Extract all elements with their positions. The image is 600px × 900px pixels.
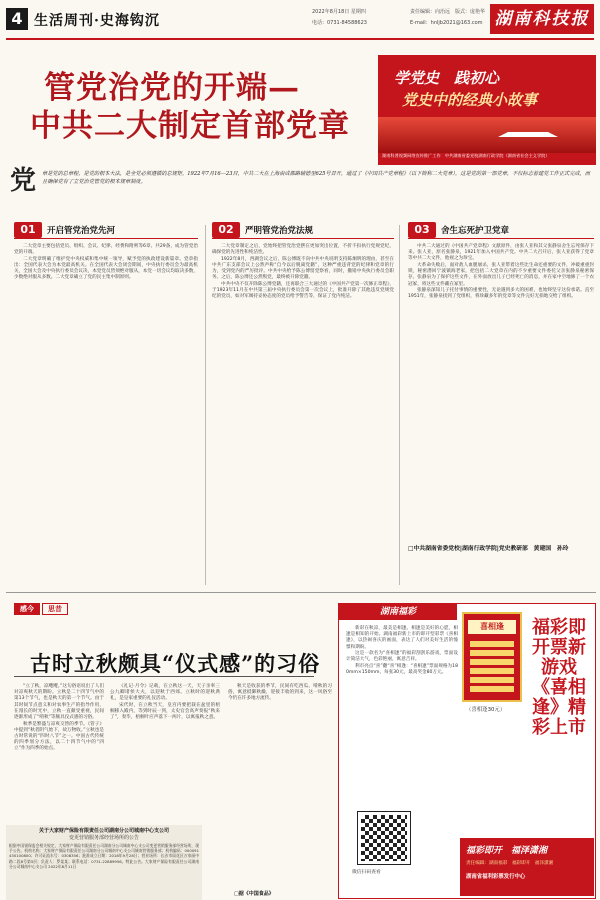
column-divider (205, 225, 206, 585)
insurance-notice (6, 825, 202, 900)
footer-sub: 责任编辑：湖南福彩 福彩即开 福泽潇湘 (466, 861, 554, 866)
section-number: 01 (14, 222, 42, 238)
paragraph: “立了秋，凉飕飕。”这句俗语说出了人们对凉爽秋天的期盼。立秋是二十四节气中的第13个节气，也是秋天的第一个节气。由于其时间节点意义和对农事生产的指导作用，在漫长的时光中，立秋一直颇受重视，民间逐渐形成了“啃秋”等颇具仪式感的习俗。 (14, 684, 104, 721)
banner-caption: 湖南科普视频网络宣传推广工作 中共湖南省委党校湖南行政学院（湖南省社会主义学院） (382, 153, 550, 158)
paragraph: 二大党章制定之后，党始终把管党治党摆在更加突出位置，不折不扣执行党规党纪，确保党的先进性和纯洁性。 (212, 244, 394, 256)
tag-part-1: 感今 (14, 603, 40, 615)
section-body-1 (14, 244, 198, 282)
section-title: 严明管党治党法规 (245, 226, 314, 236)
banner-line-2: 党史中的经典小故事 (402, 91, 538, 109)
section-separator (6, 592, 596, 593)
issue-date: 2022年8月18日 星期四 (312, 9, 366, 15)
paragraph: 新彩在秋凉，最美是相逢。相逢是美好的心愿，相逢是相知的开始。湖南福彩新上市的即开型彩票《喜相逢》，以热闹喜庆的画面，表达了人们对美好生活的憧憬和期盼。 (346, 626, 458, 650)
section-number: 02 (212, 222, 240, 238)
intro-dropcap: 党 (10, 166, 37, 196)
notice-text: 根据中国银保监会相关规定，大家财产保险有限责任公司湖南分公司城南中心支公司变更营销服务部经营场所，现予公告。机构名称：大家财产保险有限责任公司湖南分公司城南中心支公司城南营销服务部；机构编码：000091430100800；许可证流水号：0308356；批准成立日期：2018年9月28日；营业场所：长沙市雨花区万家丽中路二段8号第5层；负责人：罗某某；联系电话：0731-22889956。特此公告。大家财产保险有限责任公司湖南分公司城南中心支公司 2022年8月11日 (9, 843, 199, 869)
intro-paragraph: 章是党的总章程，是党的根本大法，是全党必须遵循的总规矩。1922年7月16—23日，中共二大在上海南成都路辅德里625号召开，通过了《中国共产党章程》（以下简称二大党章），这是党的第一部党章，不仅标志着建党工作正式完成，而且确保党有了立党治党管党的根本规章制度。 (42, 171, 590, 185)
paragraph: 利市亮点“喜”翻“喜”相逢：“喜相逢”票面规格为180mm×150mm，每张30元，最高奖金80万元。 (346, 664, 458, 676)
masthead-logo: 湖南科技报 (490, 4, 594, 34)
lower-col-1 (14, 684, 104, 753)
phone: 电话：0731-84588623 (312, 20, 367, 26)
editor: 责任编辑：向治远 版式：庞艳华 (410, 9, 486, 15)
paragraph: 《礼记·月令》记载，在立秋这一天，天子亲率三公九卿诸侯大夫，以迎秋于西郊。立秋时的迎秋典礼，是皇家重要的礼仪活动。 (110, 684, 220, 702)
lower-col-3 (228, 684, 332, 703)
section-title: 舍生忘死护卫党章 (441, 226, 510, 236)
scratch-card-image (462, 612, 522, 702)
paragraph: 大革命失败后，面对敌人血腥屠杀，张人亚带着这些比生命还重要的文件，冲破重重封锁，秘密潜回宁波镇海老家，把包括二大党章在内的不少重要文件委托父亲张静泉秘密保存。张静泉为了保护这些文件，在外面放出儿子已经死亡的消息，并在家中空地修了一个衣冠冢，将这些文件藏在冢里。 (408, 263, 594, 287)
qr-code-icon[interactable] (358, 812, 410, 864)
article-title: 古时立秋颇具“仪式感”的习俗 (30, 651, 321, 676)
section-rule (212, 238, 394, 239)
banner-line-1: 学党史 践初心 (394, 69, 500, 87)
card-pattern (470, 640, 514, 692)
paragraph: 二大党章主要包括党员、组织、会议、纪律、经费和附则等6章、共29条，成为管党治党的开端。 (14, 244, 198, 256)
paragraph: 宋代时，在立秋当天，皇宫内要把栽在盆里的梧桐移入殿内，等到时辰一到，太史官会高声奏报“秋来了”，奏毕，梧桐叶应声落下一两片，以寓报秋之意。 (110, 703, 220, 721)
notice-heading: 关于大家财产保险有限责任公司湖南分公司城南中心支公司 (38, 828, 169, 834)
email: E-mail：hnljb2021@163.com (410, 20, 483, 26)
lottery-vertical-title: 福彩即开票新游戏《喜相逢》精彩上市 (532, 617, 586, 738)
card-caption: （喜相逢30元） (466, 707, 506, 713)
paragraph: 秋季是繁盛与凉爽交替的季节。《管子》中提到“秋者阴气始下，故万物收。”立秋也是古时常说的“四时八节”之一。中国古代传统的四季划分方法，以二十四节气中的“四立”作为四季的始点。 (14, 721, 104, 752)
banner-wave-graphic (378, 117, 596, 153)
section-head-3 (408, 222, 594, 238)
section-body-3 (408, 244, 594, 301)
paragraph: 秋天是收获的季节，民间有吃西瓜、啃秋的习俗，寓意抵御秋燥，迎接丰收的到来，这一风俗至今仍在许多地方流传。 (228, 684, 332, 702)
section-rule (408, 238, 594, 239)
section-rule (14, 238, 198, 239)
paragraph: 这是一款名为“喜相逢”的福彩刮刮乐游戏，票面设计简洁大气，色彩艳丽，寓意吉祥。 (346, 651, 458, 663)
column-tag (14, 603, 82, 615)
title-rule (14, 676, 314, 677)
tag-part-2: 思昔 (42, 603, 68, 615)
footer-org: 湖南省福利彩票发行中心 (466, 874, 526, 880)
section-name: 生活周刊·史海钩沉 (34, 13, 160, 29)
article-credit: □中共湖南省委党校|湖南行政学院|党史教研部 黄建国 孙玲 (408, 546, 569, 552)
paragraph: 中共二大通过的《中国共产党章程》文献原件，由张人亚和其父张静泉舍生忘死保存下来。张人亚，原名张静泉，1921年加入中国共产党。中共二大召开后，张人亚获得了党章等中共二大文件，他视之为珍宝。 (408, 244, 594, 262)
card-title: 喜相逢 (468, 620, 516, 634)
notice-subheading: 变更营销服务部经营场所的公告 (68, 835, 139, 841)
lottery-logo: 湖南福彩 (339, 604, 457, 620)
lottery-body-1 (346, 626, 458, 677)
page-number: 4 (6, 8, 28, 30)
article-credit: □据《中国食品》 (234, 891, 274, 897)
section-head-1 (14, 222, 198, 238)
lower-col-2 (110, 684, 220, 722)
red-boat-icon (498, 115, 558, 137)
lottery-footer-banner (460, 838, 594, 896)
section-number: 03 (408, 222, 436, 238)
party-history-banner (378, 55, 596, 165)
column-divider (399, 225, 400, 585)
paragraph: 1922年8月，西湖会议之后，陈公博既不向中共中央说明支持陈炯明的理由，甚至在中共广东支部会议上公然声称“自今以后脱离党籍”，这种严重违背党的纪律和党章的行为，受到党内的严厉批评。中共中央给予陈公博留党察看，同时，撤销中央执行委员会职务。之后，陈公博还公然叛党，最终被开除党籍。 (212, 256, 394, 281)
headline-line-1: 管党治党的开端— (44, 70, 300, 106)
footer-slogan: 福彩即开 福泽潇湘 (466, 846, 548, 856)
paragraph: 张静泉深知儿子托付事情的重要性，无论遇到多大的困难，也始终坚守这份承诺。直至1951年，张静泉找到了党组织，将珍藏多年的党章等文件完好无损地交给了组织。 (408, 288, 594, 300)
section-title: 开启管党治党先河 (47, 226, 116, 236)
paragraph: 中共中央不仅开除陈公博党籍，还再联合三大通过的《中国共产党第一次修正章程》，于1923年11月在中共第三届中央执行委员会第一次会议上，批准开除了其他违反党规党纪的党员，如对军阀持妥协态度的党员给予警告等，保证了党内纯洁。 (212, 282, 394, 300)
headline-line-2: 中共二大制定首部党章 (30, 108, 350, 144)
paragraph: 二大党章明确了维护党中央权威和集中统一领导，赋予党的执政建设新篇章。党章指出：全国代表大会为本党最高机关。在全国代表大会闭会期间，中央执行委员会为最高机关，全国大会及中央执行委员会议决，本党党员皆须绝对服从，本党一切会议均取决多数，少数绝对服从多数。二大党章确立了党的民主集中制原则。 (14, 256, 198, 281)
header-rule (6, 38, 594, 40)
qr-caption: 微信扫码查看 (352, 870, 381, 875)
section-head-2 (212, 222, 394, 238)
section-body-2 (212, 244, 394, 301)
